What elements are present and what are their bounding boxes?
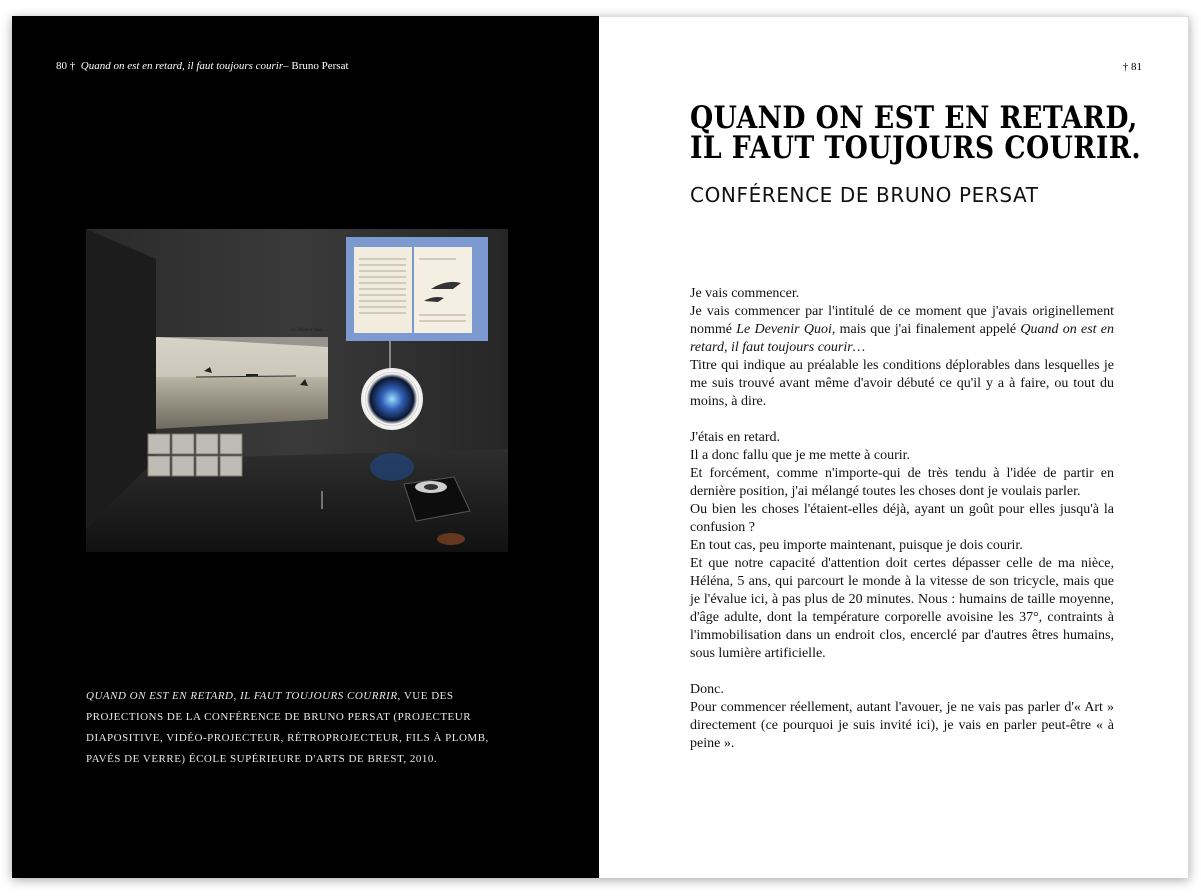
paragraph: J'étais en retard. (690, 430, 780, 445)
paragraph: Pour commencer réellement, autant l'avouer, je ne vais pas parler d'« Art » directement (ce pourquoi je suis invité ici), je vais en parler peut-être « à peine ». (690, 700, 1114, 751)
photo-caption (86, 686, 506, 770)
title-line-1: QUAND ON EST EN RETARD, (690, 100, 1138, 136)
exhibition-photo (86, 229, 508, 552)
paragraph: Je vais commencer. (690, 286, 800, 301)
page-title (690, 100, 1142, 166)
body-text (690, 285, 1114, 753)
paragraph: Titre qui indique au préalable les conditions déplorables dans lesquelles je me suis trouvé avant même d'avoir débuté ce qu'il y a à faire, ou tout du moins, à dire. (690, 358, 1114, 409)
paragraph: Ou bien les choses l'étaient-elles déjà, ayant un goût pour elles jusqu'à la confusion ? (690, 502, 1114, 535)
paragraph: Et forcément, comme n'importe-qui de très tendu à l'idée de partir en dernière position, j'ai mélangé toutes les choses dont je voulais parler. (690, 466, 1114, 499)
paragraph: Et que notre capacité d'attention doit certes dépasser celle de ma nièce, Héléna, 5 ans, qui parcourt le monde à la vitesse de son tricycle, mais que je l'évalue ici, à pas plus de 20 minutes. Nous : humains de taille moyenne, d'âge adulte, dont la température corporelle avoisine les 37°, contraints à l'immobilisation dans un endroit clos, encerclé par d'autres êtres humains, sous lumière artificielle. (690, 556, 1114, 661)
left-folio: 80 † (56, 60, 76, 72)
photo-caption-text: Le Devenir Quoi (291, 327, 324, 332)
right-folio: † 81 (1122, 61, 1142, 73)
book-spread (12, 16, 1189, 878)
caption-text: , VUE DES PROJECTIONS DE LA CONFÉRENCE DE BRUNO PERSAT (PROJECTEUR DIAPOSITIVE, VIDÉO-PROJECTEUR, RÉTROPROJECTEUR, FILS À PLOMB, PAVÉS DE VERRE) ÉCOLE SUPÉRIEURE D'ARTS DE BREST, 2010. (86, 690, 489, 765)
running-head (56, 60, 349, 72)
page-subtitle: CONFÉRENCE DE BRUNO PERSAT (690, 183, 1039, 207)
left-page (12, 16, 599, 878)
paragraph: Je vais commencer par l'intitulé de ce moment que j'avais originellement nommé Le Devenir Quoi, mais que j'ai finalement appelé Quand on est en retard, il faut toujours courir… (690, 304, 1115, 355)
running-title: Quand on est en retard, il faut toujours courir (80, 60, 284, 72)
title-line-2: IL FAUT TOUJOURS COURIR. (690, 130, 1142, 166)
paragraph: Il a donc fallu que je me mette à courir. (690, 448, 911, 463)
caption-title: QUAND ON EST EN RETARD, IL FAUT TOUJOURS COURRIR (86, 690, 398, 702)
paragraph: Donc. (690, 682, 724, 697)
paragraph: En tout cas, peu importe maintenant, puisque je dois courir. (690, 538, 1023, 553)
running-author: – Bruno Persat (283, 60, 349, 72)
right-page (599, 16, 1189, 878)
